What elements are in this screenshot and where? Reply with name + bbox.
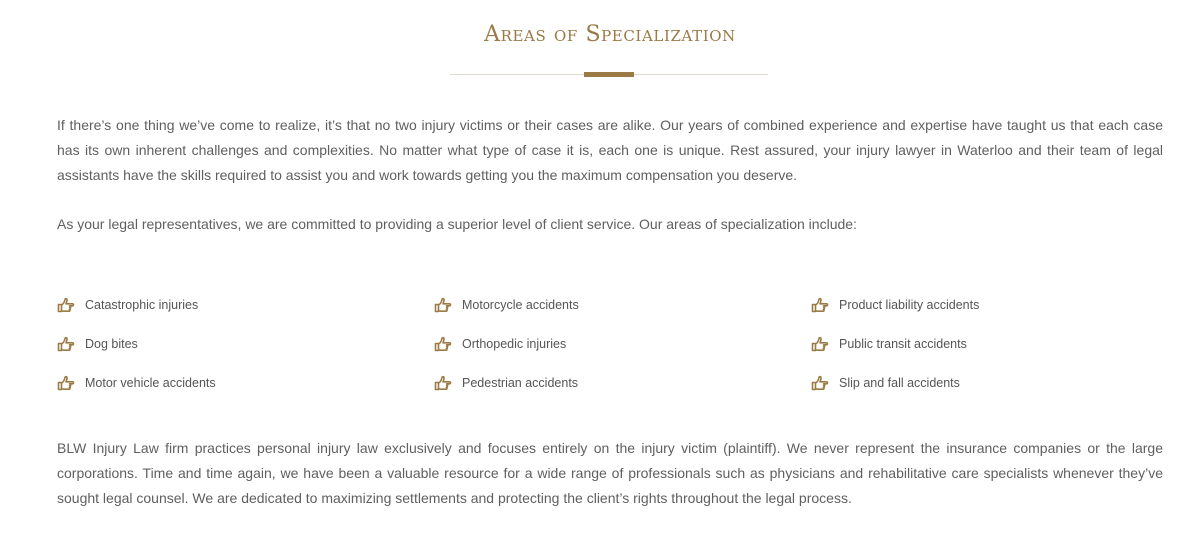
list-item	[811, 294, 979, 316]
list-item	[57, 294, 198, 316]
list-item-label: Motorcycle accidents	[462, 298, 579, 312]
list-item	[811, 372, 960, 394]
hand-pointing-right-icon	[434, 336, 452, 352]
list-item	[57, 372, 216, 394]
list-item	[434, 294, 579, 316]
specialization-list	[57, 294, 1163, 394]
heading-divider-accent	[584, 72, 634, 77]
section-heading: Areas of Specialization	[484, 22, 736, 47]
hand-pointing-right-icon	[811, 336, 829, 352]
list-item-label: Motor vehicle accidents	[85, 376, 216, 390]
list-item-label: Public transit accidents	[839, 337, 967, 351]
hand-pointing-right-icon	[57, 375, 75, 391]
intro-paragraph-1: If there’s one thing we’ve come to realize, it’s that no two injury victims or their cases are alike. Our years of combined experience and expertise have taught us that each case has its own inherent challenges and complexities. No matter what type of case it is, each one is unique. Rest assured, your injury lawyer in Waterloo and their team of legal assistants have the skills required to assist you and work towards getting you the maximum compensation you deserve.	[57, 117, 1163, 183]
list-item-label: Pedestrian accidents	[462, 376, 579, 390]
list-item-label: Product liability accidents	[839, 298, 980, 312]
closing-paragraph: BLW Injury Law firm practices personal injury law exclusively and focuses entirely on the injury victim (plaintiff). We never represent the insurance companies or the large corporations. Time and time again, we have been a valuable resource for a wide range of professionals such as physicians and rehabilitative care specialists whenever they’ve sought legal counsel. We are dedicated to maximizing settlements and protecting the client’s rights throughout the legal process.	[57, 440, 1163, 506]
list-item	[811, 333, 967, 355]
hand-pointing-right-icon	[57, 297, 75, 313]
hand-pointing-right-icon	[57, 336, 75, 352]
list-item-label: Catastrophic injuries	[85, 298, 199, 312]
list-item-label: Slip and fall accidents	[839, 376, 960, 390]
list-item	[434, 372, 578, 394]
list-item	[57, 333, 138, 355]
hand-pointing-right-icon	[811, 297, 829, 313]
list-item	[434, 333, 566, 355]
intro-paragraph-2: As your legal representatives, we are committed to providing a superior level of client service. Our areas of specialization include:	[57, 216, 857, 232]
list-item-label: Orthopedic injuries	[462, 337, 567, 351]
hand-pointing-right-icon	[434, 297, 452, 313]
hand-pointing-right-icon	[811, 375, 829, 391]
hand-pointing-right-icon	[434, 375, 452, 391]
list-item-label: Dog bites	[85, 337, 138, 351]
